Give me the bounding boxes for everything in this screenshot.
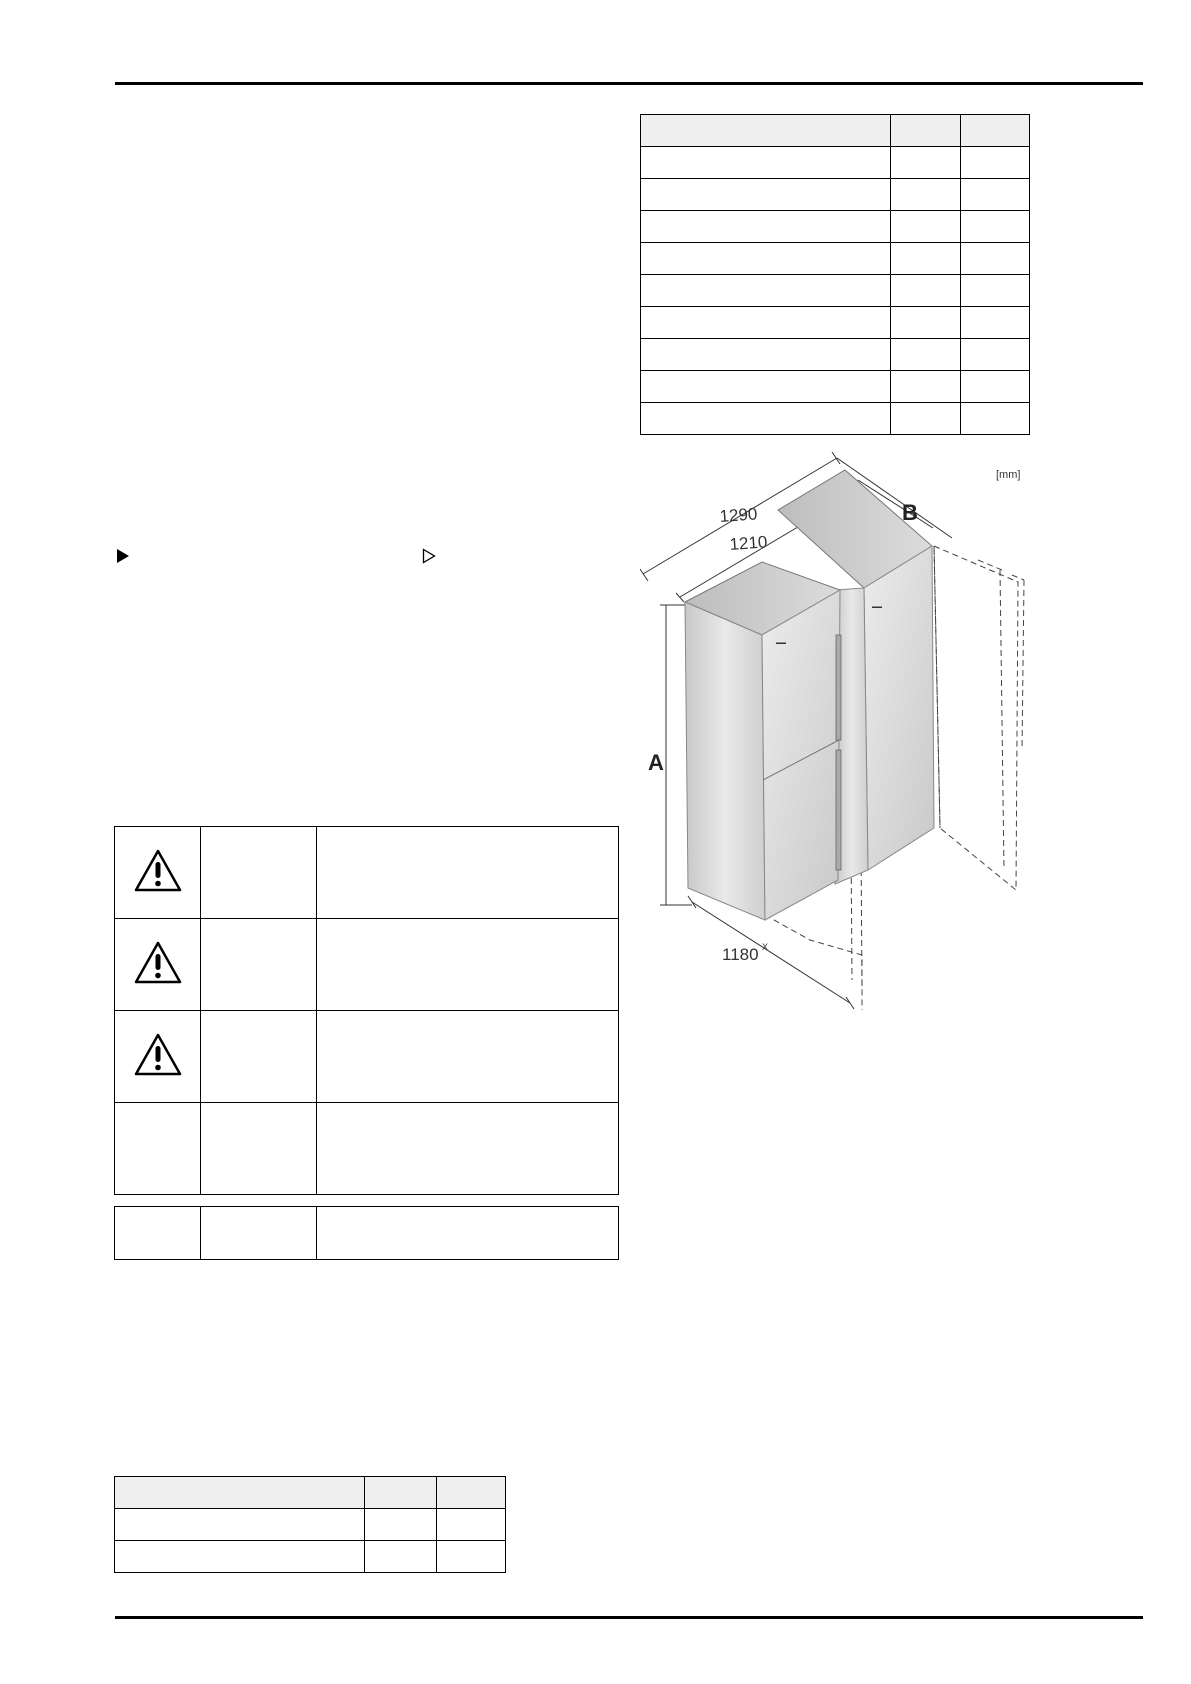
table-row [115,1103,619,1195]
small-data-table [114,1476,506,1573]
footer-rule [115,1616,1143,1619]
depth-open-label: 1180 [722,945,759,964]
table-row [641,211,1030,243]
freezer-unit [685,562,841,920]
warning-triangle-icon [133,940,183,986]
table-row [641,307,1030,339]
table-row [641,403,1030,435]
table-row [641,147,1030,179]
appliance-dimension-diagram [640,450,1040,1020]
table-row [641,243,1030,275]
door-swing-outline-right [934,546,1024,890]
depth-open-suffix: X [762,942,769,952]
table-row [641,179,1030,211]
header-rule [115,82,1143,85]
warning-triangle-icon [133,1032,183,1078]
overall-width-label: 1290 [718,504,759,526]
table-row [115,1509,506,1541]
result-arrow-icon [422,548,436,564]
unit-label: [mm] [996,469,1021,481]
table-row [641,275,1030,307]
height-label-a: A [648,750,664,775]
depth-label-b: B [902,500,918,525]
table-row [641,339,1030,371]
technical-data-table [640,114,1030,435]
warning-triangle-icon [133,848,183,894]
inner-width-label: 1210 [728,532,769,554]
table-row [115,1541,506,1573]
table-header-row [641,115,1030,147]
freezer-brand-mark: ▬▬ [776,640,786,646]
table-row [115,919,619,1011]
safety-signal-table [114,826,619,1195]
action-arrow-icon [116,548,130,564]
fridge-brand-mark: ▬▬ [872,604,882,610]
table-header-row [115,1477,506,1509]
table-row [641,371,1030,403]
table-row [115,1011,619,1103]
table-row [115,1207,619,1260]
note-table [114,1206,619,1260]
table-row [115,827,619,919]
